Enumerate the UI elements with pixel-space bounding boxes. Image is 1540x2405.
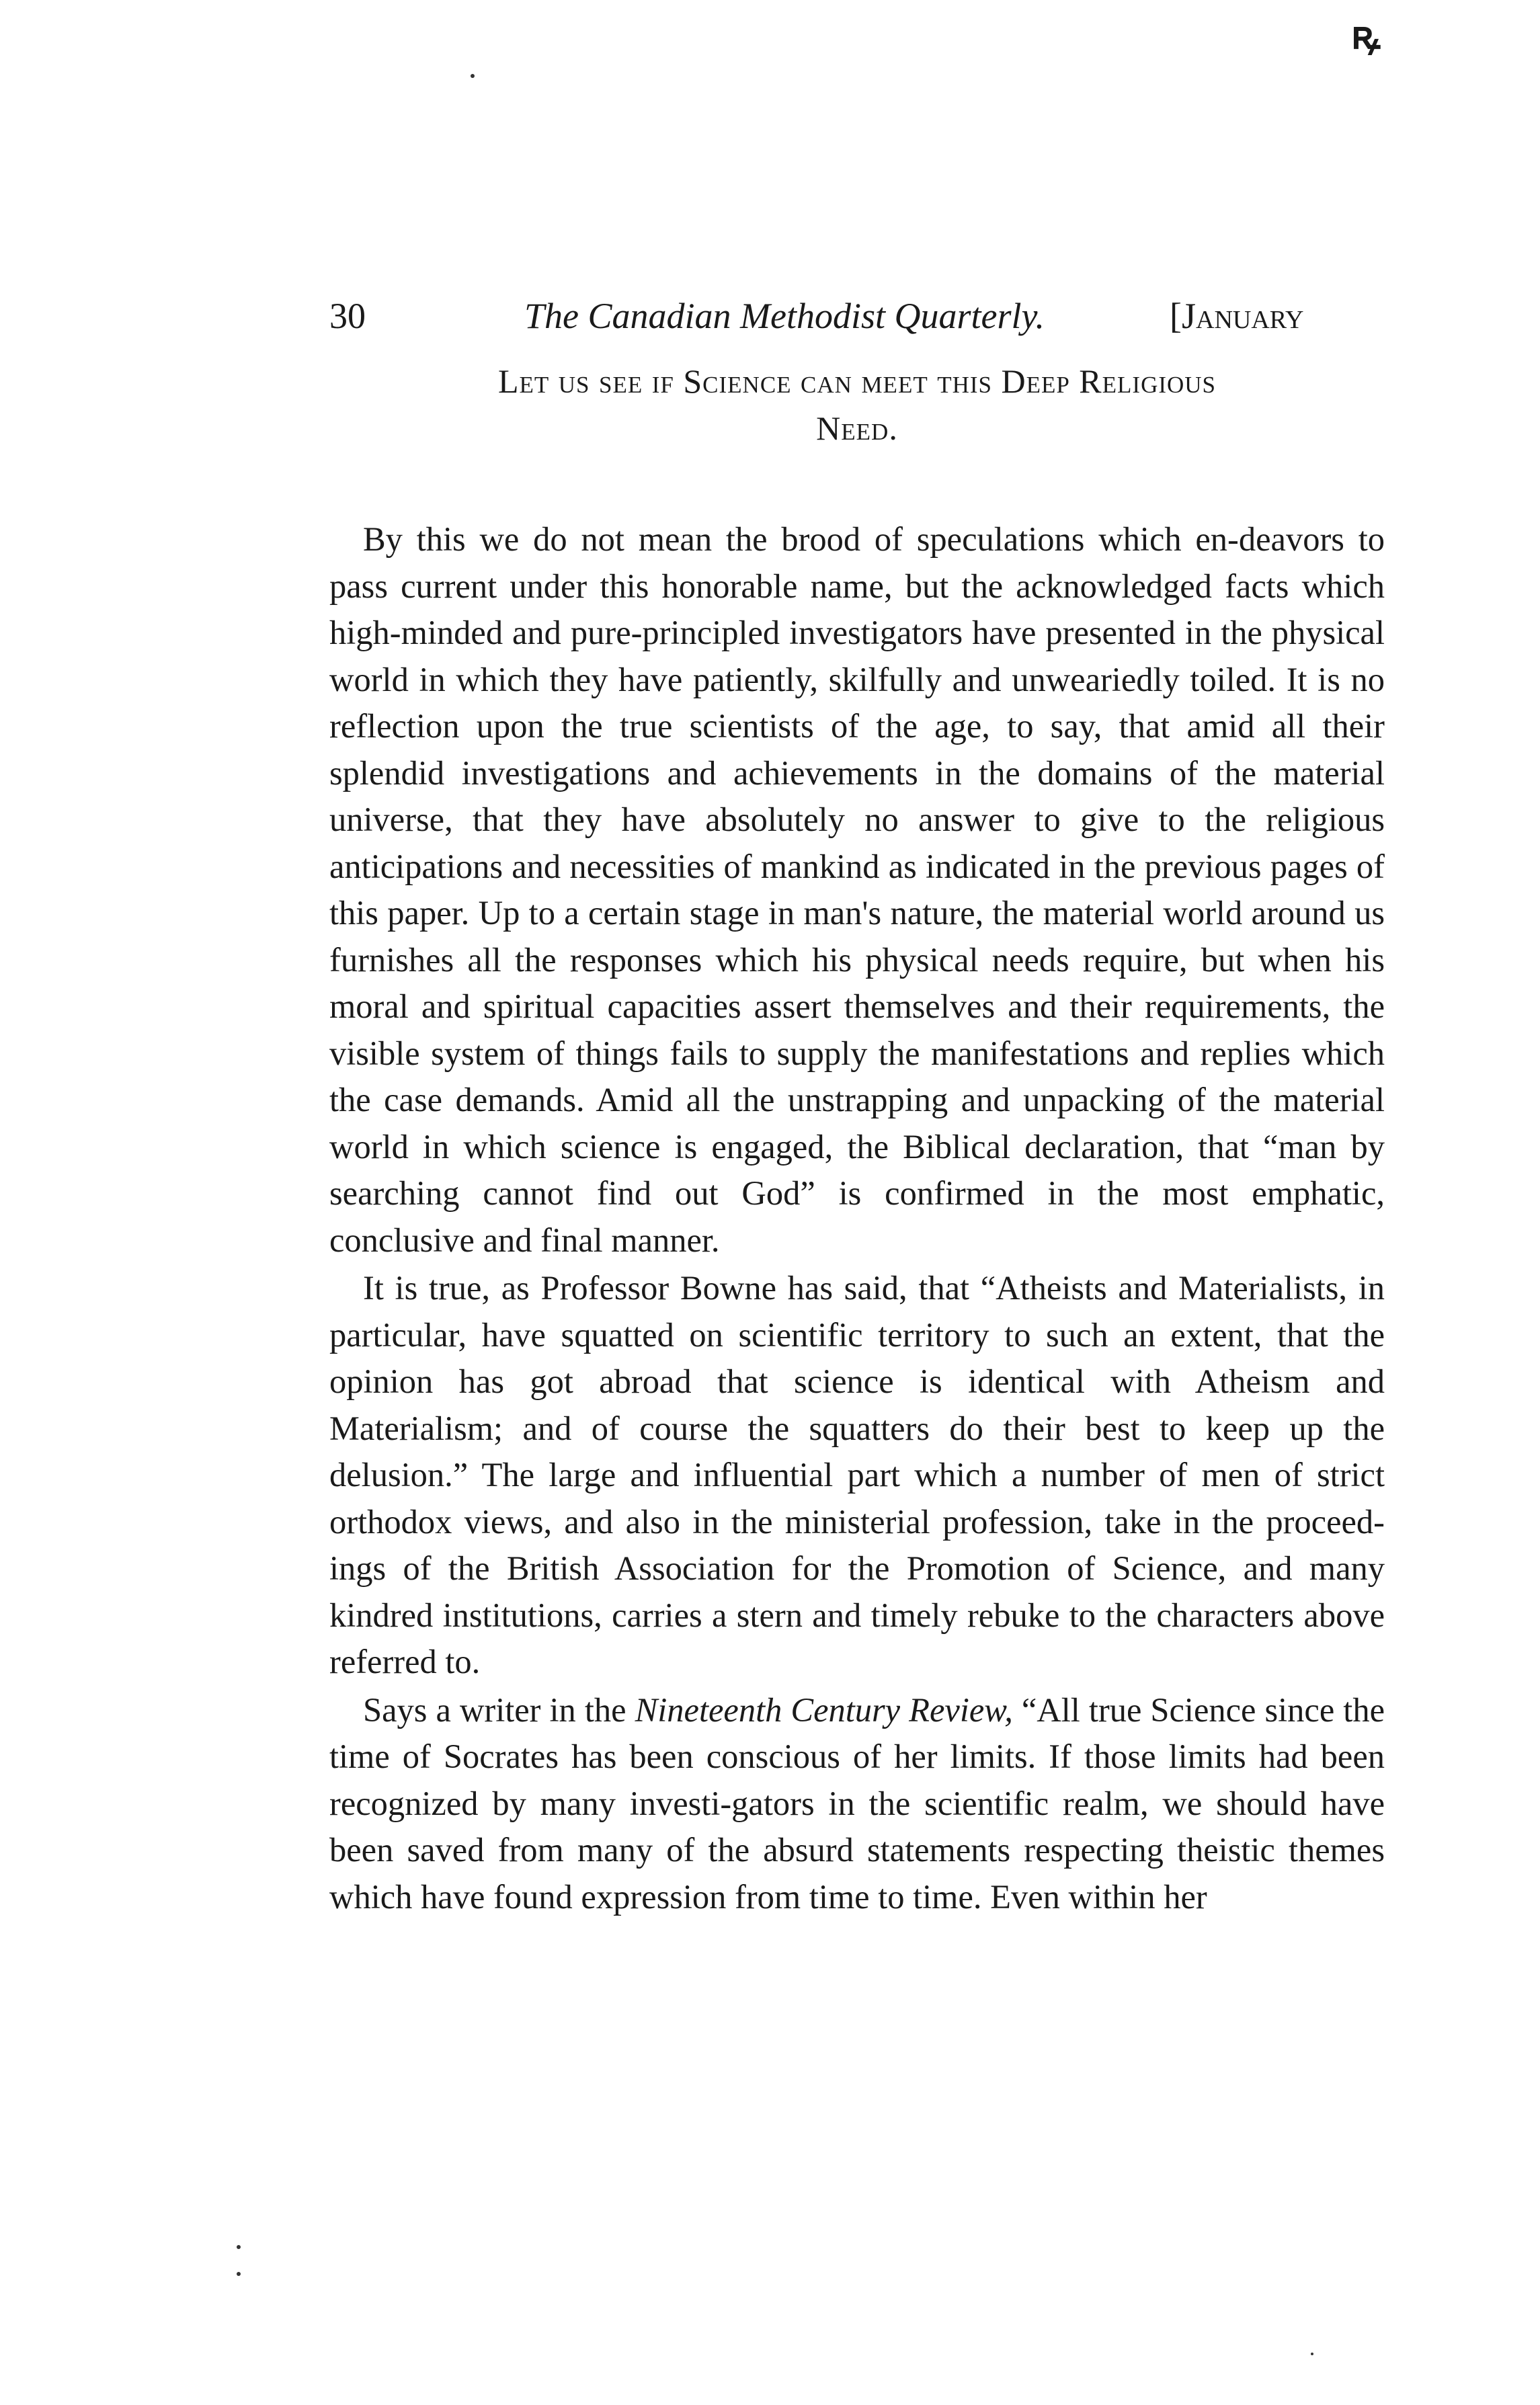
scan-speck <box>1311 2353 1313 2355</box>
paragraph-3-intro: Says a writer in the <box>363 1690 635 1729</box>
section-heading-line-1: Let us see if Science can meet this Deep Religious <box>497 362 1217 400</box>
corner-mark: ꝶ <box>1351 13 1381 57</box>
section-heading-line-2: Need. <box>816 409 898 447</box>
section-heading <box>329 358 1385 452</box>
page-number: 30 <box>329 296 366 336</box>
scan-speck <box>237 2245 241 2249</box>
scan-speck <box>237 2272 241 2276</box>
review-title: Nineteenth Century Review, <box>635 1690 1013 1729</box>
running-month: [January <box>1170 296 1304 336</box>
paragraph-3-body: “All true Science since the time of Socrates has been conscious of her limits. If those limits had been recognized by many investi-gators in the scientific realm, we should have been saved from many of the absurd statements respecting theistic themes which have found expression from time to time. Even within her <box>329 1690 1385 1916</box>
paragraph-3 <box>329 1687 1385 1921</box>
paragraph-2: It is true, as Professor Bowne has said, that “Atheists and Materialists, in particular, have squatted on scientific territory to such an extent, that the opinion has got abroad that science is identical with Atheism and Materialism; and of course the squatters do their best to keep up the delusion.” The large and influential part which a number of men of strict orthodox views, and also in the ministerial profession, take in the proceed-ings of the British Association for the Promotion of Science, and many kindred institutions, carries a stern and timely rebuke to the characters above referred to. <box>329 1269 1385 1680</box>
paragraph-1: By this we do not mean the brood of speculations which en-deavors to pass current under this honorable name, but the acknowledged facts which high-minded and pure-principled investigators have presented in the physical world in which they have patiently, skilfully and unweariedly toiled. It is no reflection upon the true scientists of the age, to say, that amid all their splendid investigations and achievements in the domains of the material universe, that they have absolutely no answer to give to the religious anticipations and necessities of mankind as indicated in the previous pages of this paper. Up to a certain stage in man's nature, the material world around us furnishes all the responses which his physical needs require, but when his moral and spiritual capacities assert themselves and their requirements, the visible system of things fails to supply the manifestations and replies which the case demands. Amid all the unstrapping and unpacking of the material world in which science is engaged, the Biblical declaration, that “man by searching cannot find out God” is confirmed in the most emphatic, conclusive and final manner. <box>329 520 1385 1259</box>
running-title: The Canadian Methodist Quarterly. <box>524 296 1045 336</box>
scan-speck <box>471 74 475 78</box>
body-text <box>329 516 1385 1922</box>
running-header <box>329 289 1445 343</box>
